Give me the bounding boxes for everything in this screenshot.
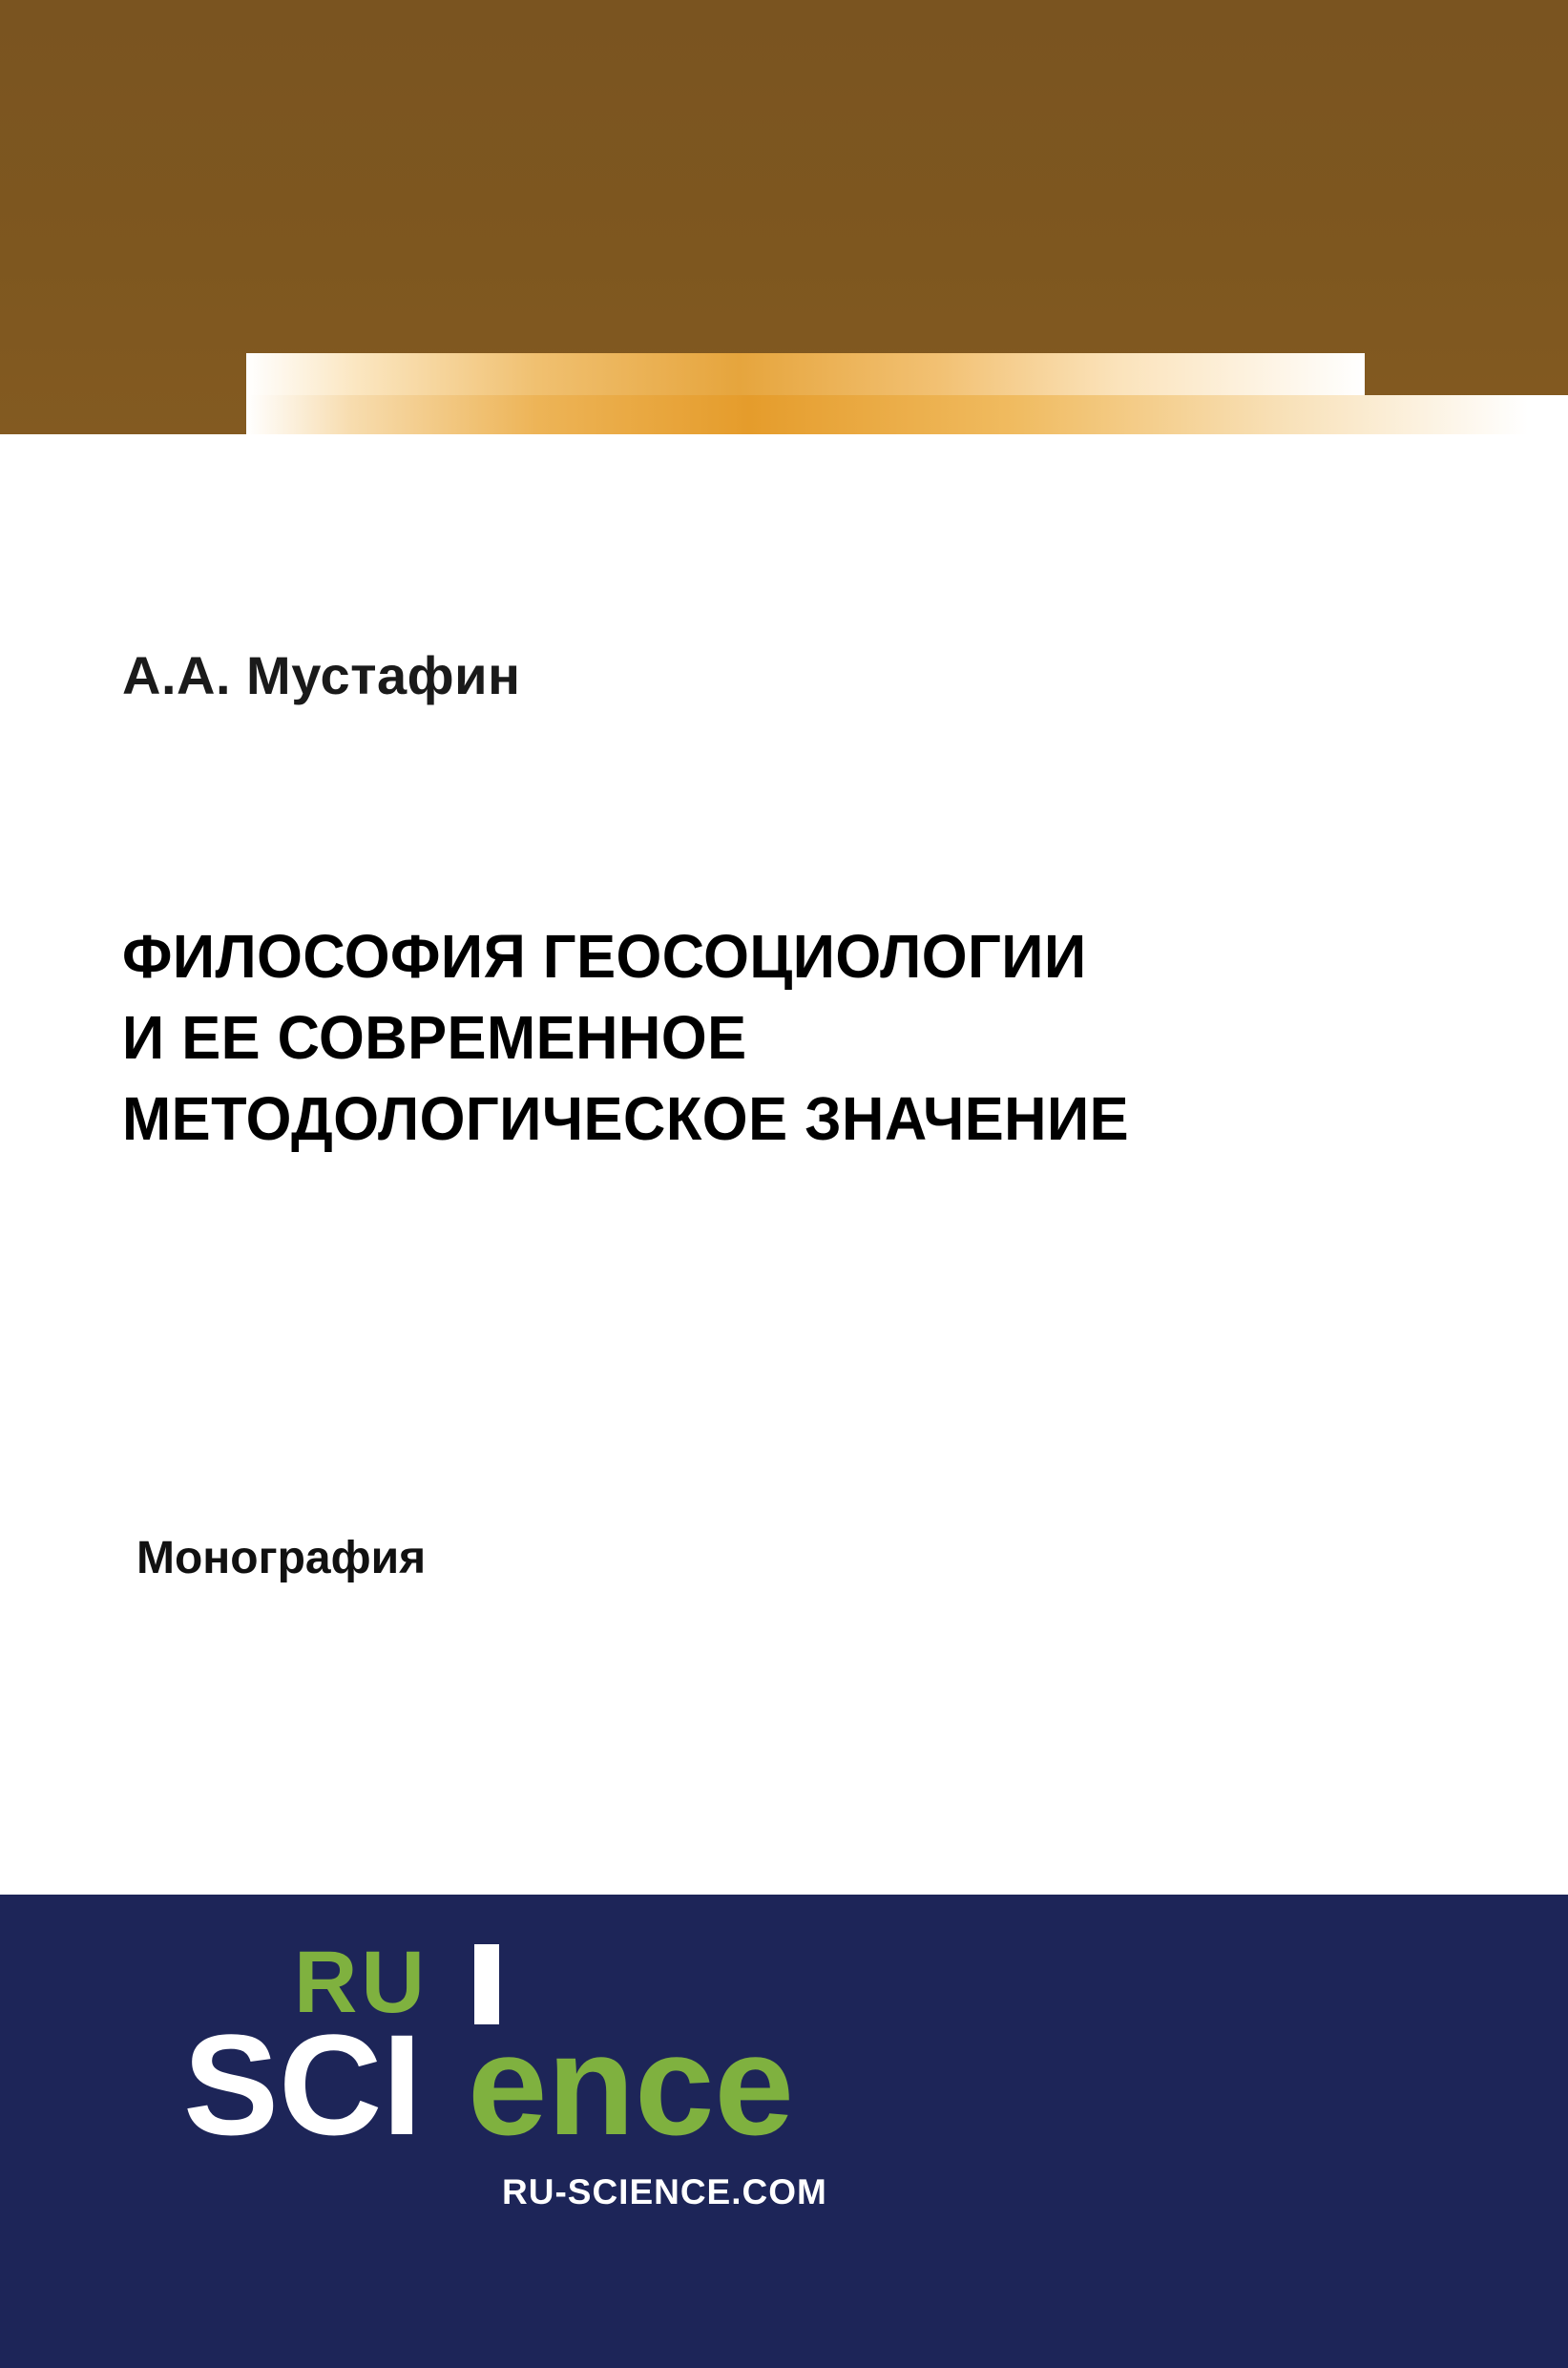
logo-text-sci: SCI xyxy=(183,2004,423,2165)
top-brown-band xyxy=(0,0,1568,434)
logo-text-ence: ence xyxy=(468,2004,794,2165)
logo-text-ru: RU xyxy=(294,1934,429,2031)
bottom-navy-band xyxy=(0,1895,1568,2368)
title-line-3: МЕТОДОЛОГИЧЕСКОЕ ЗНАЧЕНИЕ xyxy=(122,1084,1130,1154)
book-title xyxy=(122,916,1458,1160)
title-line-2: И ЕЕ СОВРЕМЕННОЕ xyxy=(122,1003,747,1073)
logo-website-url: RU-SCIENCE.COM xyxy=(502,2172,827,2211)
author-name: А.А. Мустафин xyxy=(122,645,521,705)
title-line-1: ФИЛОСОФИЯ ГЕОСОЦИОЛОГИИ xyxy=(122,922,1087,991)
book-subtitle: Монография xyxy=(136,1533,427,1583)
publisher-logo xyxy=(153,1934,840,2282)
cover-main-area xyxy=(0,434,1568,1895)
gold-stripe-upper xyxy=(246,353,1365,395)
